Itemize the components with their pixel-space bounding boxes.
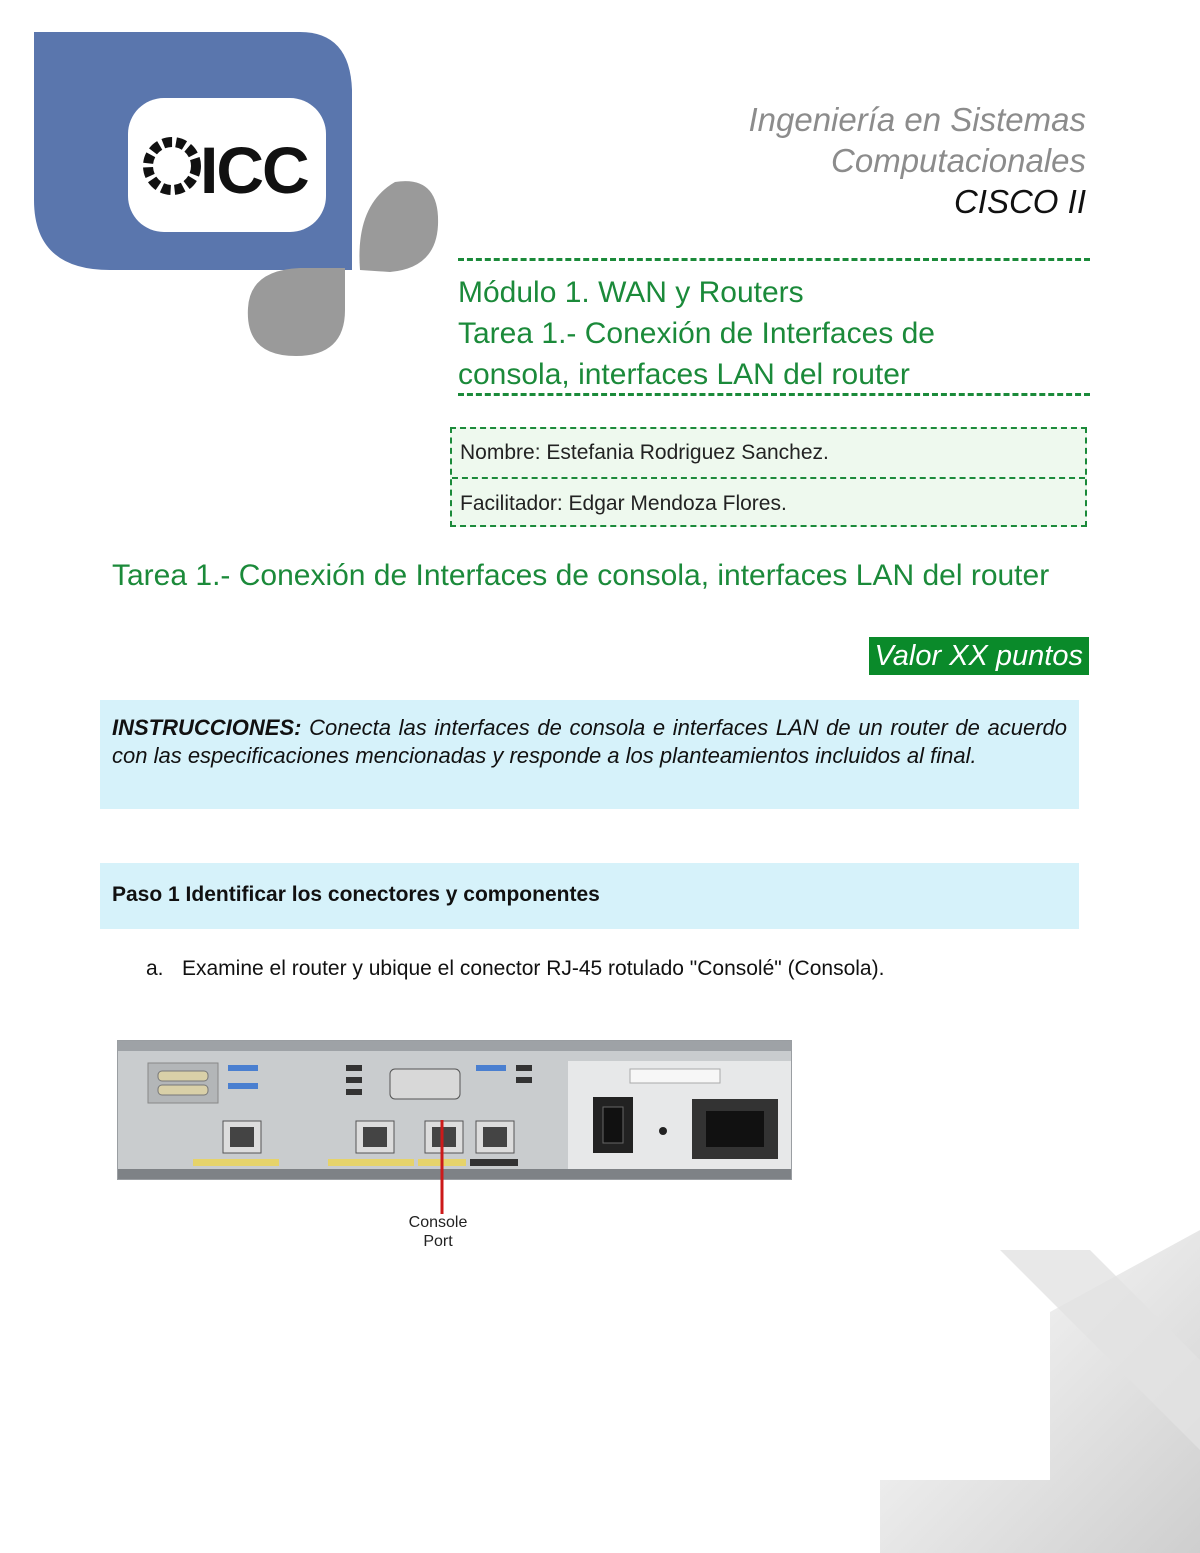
instructions-text [112,714,1067,770]
divider-top [458,258,1090,261]
instructions-label: INSTRUCCIONES: [112,715,302,740]
callout-line-2: Port [423,1233,453,1250]
list-item [146,957,884,981]
console-port-callout [380,1213,496,1251]
module-line-1: Módulo 1. WAN y Routers [458,276,804,309]
module-line-3: consola, interfaces LAN del router [458,358,910,391]
callout-line-1: Console [408,1214,468,1231]
header-course: CISCO II [953,183,1086,220]
instructions-box [100,700,1079,809]
module-title [458,272,1090,395]
logo-text: ICC [200,133,308,207]
list-item-text: Examine el router y ubique el conector RJ-45 rotulado "Consolé" (Consola). [182,957,885,980]
header-line-2: Computacionales [831,142,1086,179]
step-title: Paso 1 Identificar los conectores y componentes [112,883,600,906]
callout-line [430,1120,460,1216]
points-badge: Valor XX puntos [869,637,1090,675]
instructions-body: Conecta las interfaces de consola e interfaces LAN de un router de acuerdo con las especificaciones mencionadas y responde a los planteamientos incluidos al final. [112,715,1067,768]
student-name: Nombre: Estefania Rodriguez Sanchez. [460,441,829,464]
decorative-arrow-icon [880,1230,1200,1553]
list-item-marker: a. [146,957,164,980]
divider-bottom [458,393,1090,396]
step-header [100,863,1079,929]
module-line-2: Tarea 1.- Conexión de Interfaces de [458,317,935,350]
task-title: Tarea 1.- Conexión de Interfaces de consola, interfaces LAN del router [112,559,1050,592]
header-line-1: Ingeniería en Sistemas [748,101,1086,138]
info-divider [452,477,1085,479]
info-box [450,427,1087,527]
facilitator-name: Facilitador: Edgar Mendoza Flores. [460,492,787,515]
